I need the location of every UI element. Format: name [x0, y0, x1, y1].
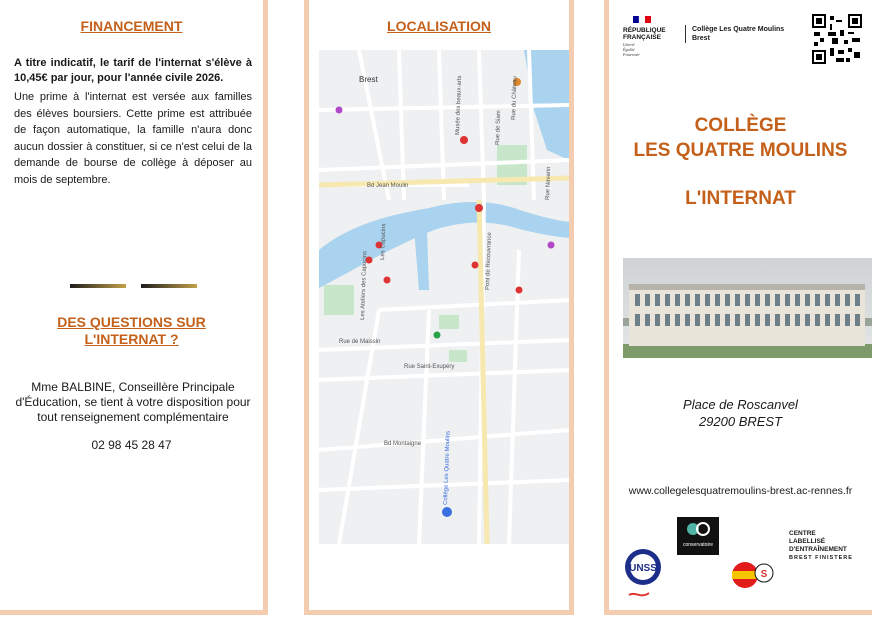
panel-college [604, 0, 872, 615]
internat-subtitle: L'INTERNAT [685, 188, 796, 209]
college-title [609, 113, 872, 163]
map-street-maissin: Rue de Maissin [339, 339, 381, 345]
conservatoire-text: conservatoire [682, 542, 713, 548]
college-website-link[interactable]: www.collegelesquatremoulins-brest.ac-rennes.fr [628, 485, 853, 497]
spanish-section-logo [730, 560, 778, 590]
rf-line2: FRANÇAISE [623, 34, 661, 41]
college-address [609, 396, 872, 430]
divider-right [141, 284, 197, 288]
map-street-montaigne: Bd Montaigne [384, 441, 422, 447]
republique-francaise-logo [619, 14, 689, 62]
college-mini-line1: Collège Les Quatre Moulins [692, 26, 785, 33]
map-poi-musee: Musée des beaux-arts [455, 75, 464, 136]
location-map[interactable] [319, 50, 569, 544]
map-pont-recouvrance: Pont de Recouvrance [485, 232, 494, 291]
map-poi-capucins: Les Capucins [380, 223, 388, 261]
centre-labellise-logo [789, 530, 853, 562]
contact-text: Mme BALBINE, Conseillère Principale d'Éducation, se tient à votre disposition pour tout renseignement complémentaire [15, 380, 251, 424]
centre-line1: CENTRE [789, 530, 816, 537]
map-street-jean-moulin: Bd Jean Moulin [367, 183, 409, 189]
conservatoire-icon [677, 517, 719, 541]
divider-left [70, 284, 126, 288]
conservatoire-logo [677, 517, 719, 555]
unss-logo-text: UNSS [629, 563, 657, 574]
unss-logo [623, 547, 663, 603]
motto-line3: Fraternité [623, 52, 640, 57]
motto-line2: Égalité [623, 47, 635, 52]
motto-line1: Liberté [623, 42, 635, 47]
rf-line1: RÉPUBLIQUE [623, 27, 666, 34]
map-poi-ateliers: Les Ateliers des Capucins [360, 250, 369, 321]
centre-city: BREST FINISTERE [789, 555, 853, 561]
localisation-title: LOCALISATION [387, 18, 491, 34]
map-poi-college: Collège Les Quatre Moulins [443, 430, 452, 506]
panel-financement [0, 0, 268, 615]
financement-title: FINANCEMENT [80, 18, 183, 34]
financement-price-text: A titre indicatif, le tarif de l'internat s'élève à 10,45€ par jour, pour l'année civile 2026. [14, 57, 252, 84]
phone-number: 02 98 45 28 47 [91, 438, 172, 452]
map-rue-de-siam: Rue de Siam [495, 110, 503, 146]
centre-line2: LABELLISÉ [789, 538, 826, 545]
map-city-label: Brest [359, 75, 378, 84]
qr-code-icon[interactable] [812, 14, 862, 64]
questions-title-line1: DES QUESTIONS SUR [57, 314, 206, 330]
map-rue-navarin: Rue Navarin [545, 166, 553, 201]
financement-body-text: Une prime à l'internat est versée aux familles des élèves boursiers. Cette prime est attribuée de façon automatique, la famille n'aura donc aucun dossier à constituer, si ce n'est celui de la demande de bourse de collège à déposer au mois de septembre. [14, 91, 252, 186]
panel-localisation [304, 0, 574, 615]
questions-title-line2: L'INTERNAT ? [84, 331, 179, 347]
address-line2: 29200 BREST [698, 414, 783, 429]
centre-line3: D'ENTRAÎNEMENT [789, 546, 847, 553]
svg-text:S: S [760, 569, 768, 580]
address-line1: Place de Roscanvel [683, 397, 798, 412]
college-mini-line2: Brest [692, 35, 710, 42]
college-title-line2: LES QUATRE MOULINS [633, 140, 848, 161]
college-title-line1: COLLÈGE [694, 115, 787, 136]
college-building-photo [623, 258, 872, 358]
college-mini-name [685, 25, 784, 43]
map-street-saint-exupery: Rue Saint-Exupéry [404, 364, 455, 370]
map-poi-chateau: Rue du Château [511, 76, 519, 121]
questions-title [0, 314, 263, 348]
